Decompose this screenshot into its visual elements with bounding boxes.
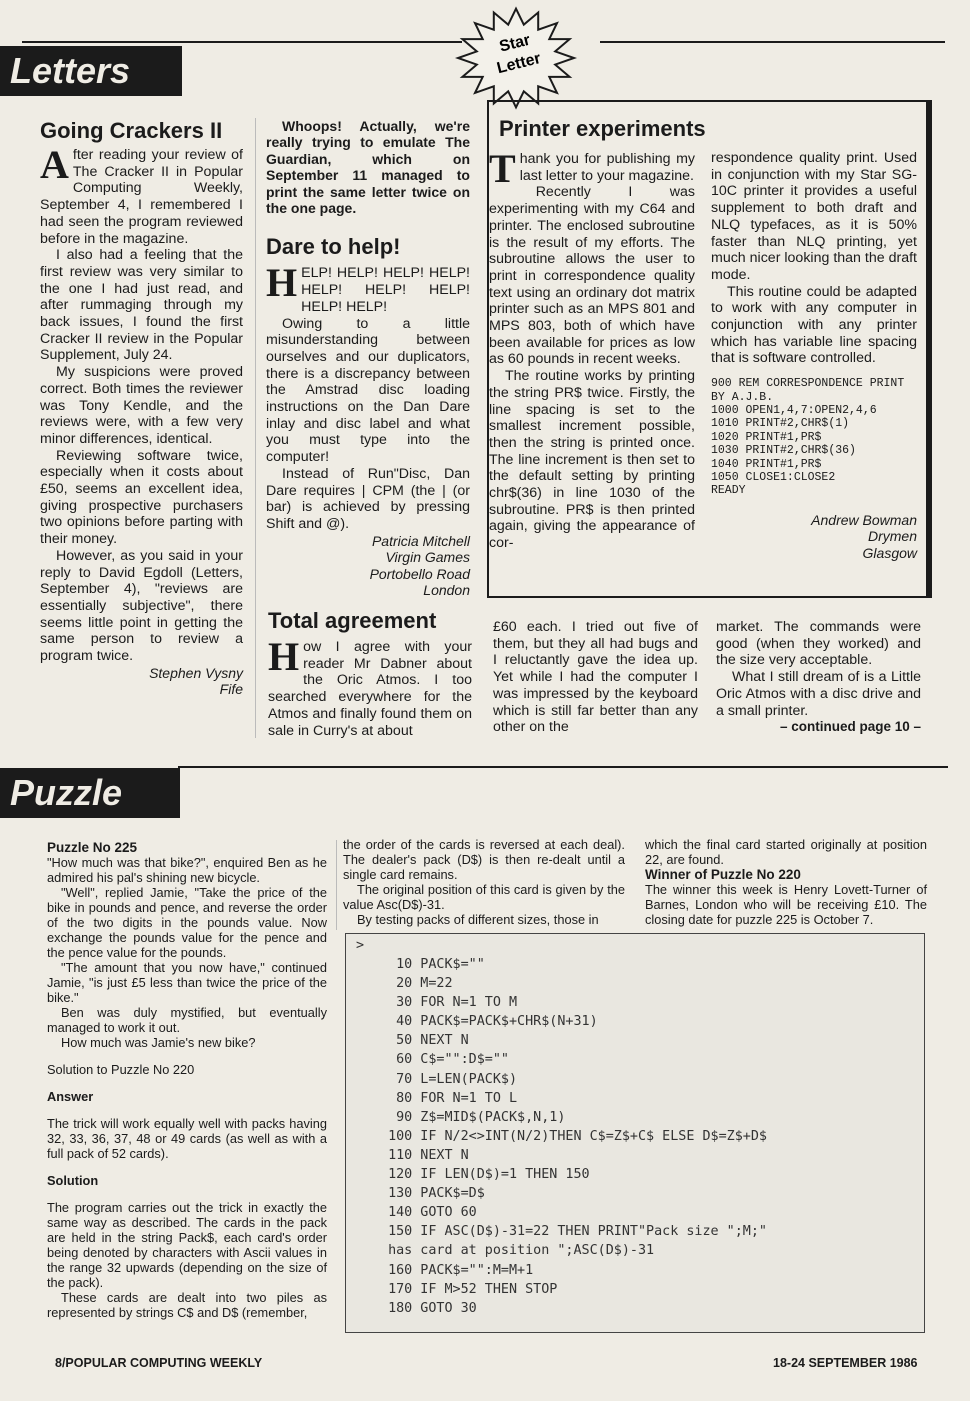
going-crackers-p3: My suspicions were proved correct. Both times the reviewer was Tony Kendle, and the reviews were, with a few very minor differences, identical. bbox=[40, 364, 243, 447]
letters-banner-title: Letters bbox=[10, 50, 131, 91]
listing-line: 60 C$="":D$="" bbox=[380, 1052, 509, 1068]
going-crackers-signature: Stephen Vysny Fife bbox=[149, 664, 243, 698]
listing-line: 40 PACK$=PACK$+CHR$(N+31) bbox=[380, 1014, 598, 1030]
puzzle-divider-1 bbox=[336, 840, 337, 930]
listing-line: 20 M=22 bbox=[380, 976, 453, 992]
listing-line: 70 L=LEN(PACK$) bbox=[380, 1071, 518, 1087]
dare-to-help-dropcap: H bbox=[266, 260, 298, 306]
printer-col2-p2: This routine could be adapted to work with any computer in conjunction with any printer which has variable line spacing that is software controlled. bbox=[711, 283, 917, 367]
puzzle-col1 bbox=[47, 840, 327, 1320]
total-agreement-title: Total agreement bbox=[268, 608, 437, 633]
listing-line: 50 NEXT N bbox=[380, 1033, 469, 1049]
puzzle-col3-p1: which the final card started originally at position 22, are found. bbox=[645, 837, 927, 867]
total-agreement-text-d: What I still dream of is a Little Oric Atmos with a disc drive and a small printer. bbox=[716, 669, 921, 719]
letters-divider-1 bbox=[255, 118, 256, 738]
total-agreement-text-a: ow I agree with your reader Mr Dabner about the Oric Atmos. I too searched everywhere for the Atmos and finally found them on sale in Curry's at about bbox=[268, 639, 472, 739]
solution-p2: These cards are dealt into two piles as represented by strings C$ and D$ (remember, bbox=[47, 1290, 327, 1320]
going-crackers-letter bbox=[40, 118, 243, 698]
going-crackers-title: Going Crackers II bbox=[40, 118, 223, 143]
basic-listing bbox=[345, 933, 925, 1333]
total-agreement-text-c: market. The commands were good (when they worked) and the size very acceptable. bbox=[716, 619, 921, 669]
dare-to-help-title: Dare to help! bbox=[266, 234, 401, 260]
going-crackers-p1: fter reading your review of The Cracker II in Popular Computing Weekly, September 4, I remembered I had seen the program reviewed before in the magazine. bbox=[40, 147, 243, 247]
dare-to-help-signature: Patricia Mitchell Virgin Games Portobello Road London bbox=[369, 532, 470, 598]
solution-subheading: Solution bbox=[47, 1173, 99, 1188]
printer-experiments-col2 bbox=[711, 150, 917, 561]
puzzle-p3: "The amount that you now have," continued Jamie, "is just £5 less than twice the price of the bike." bbox=[47, 960, 327, 1005]
winner-heading: Winner of Puzzle No 220 bbox=[645, 867, 801, 882]
top-rule-left bbox=[22, 41, 462, 43]
going-crackers-dropcap: A bbox=[40, 142, 69, 187]
continued-note: – continued page 10 – bbox=[779, 719, 921, 735]
listing-line: 160 PACK$="":M=M+1 bbox=[380, 1262, 534, 1278]
puzzle-col3 bbox=[645, 837, 927, 927]
star-badge-line1: Star bbox=[497, 31, 533, 56]
listing-line: has card at position ";ASC(D$)-31 bbox=[380, 1243, 655, 1259]
printer-col1-p2: Recently I was experimenting with my C64 and printer. The enclosed subroutine is the result of my efforts. The subroutine allows the user to print in correspondence quality text using an ordinary dot matrix printer such as an MPS 801 and MPS 803, both of which have been available for prices as low as 60 pounds in recent weeks. bbox=[489, 184, 695, 368]
listing-line: 170 IF M>52 THEN STOP bbox=[380, 1281, 558, 1297]
listing-line: 140 GOTO 60 bbox=[380, 1205, 477, 1221]
answer-heading: Answer bbox=[47, 1089, 94, 1104]
printer-experiments-signature: Andrew Bowman Drymen Glasgow bbox=[811, 511, 917, 561]
printer-col1-p1: hank you for publishing my last letter to your magazine. bbox=[519, 151, 695, 184]
total-agreement-col2 bbox=[493, 619, 698, 736]
going-crackers-p5: However, as you said in your reply to David Egdoll (Letters, September 4), "reviews are essentially subjective", there seems little point in getting the same person to review a program twice. bbox=[40, 547, 243, 665]
dare-to-help-opening: ELP! HELP! HELP! HELP! HELP! HELP! HELP! HELP! HELP! bbox=[301, 265, 470, 315]
puzzle-col2-p3: By testing packs of different sizes, those in bbox=[357, 912, 599, 927]
letters-banner bbox=[0, 46, 182, 96]
listing-line: 130 PACK$=D$ bbox=[380, 1186, 485, 1202]
listing-line: 10 PACK$="" bbox=[380, 957, 485, 972]
total-agreement-dropcap: H bbox=[268, 634, 300, 679]
editor-reply: Whoops! Actually, we're really trying to emulate The Guardian, which on September 11 managed to print the same letter twice on the one page. bbox=[266, 118, 470, 217]
puzzle-p5: How much was Jamie's new bike? bbox=[61, 1035, 256, 1050]
printer-col2-p1: respondence quality print. Used in conjunction with my Star SG-10C printer it provides a useful supplement to both draft and NLQ typefaces, as it is 50% faster than NLQ printing, yet much nicer looking than the draft mode. bbox=[711, 150, 917, 283]
puzzle-p4: Ben was duly mystified, but eventually managed to work it out. bbox=[47, 1005, 327, 1035]
printer-box-right-rule bbox=[926, 100, 932, 598]
puzzle-col2-p1: the order of the cards is reversed at each deal). The dealer's pack (D$) is then re-dealt until a single card remains. bbox=[343, 837, 625, 882]
printer-col1-p3: The routine works by printing the string PR$ twice. Firstly, the line spacing is set to the smallest increment possible, then the string is printed once. The line increment is then set to the default setting by printing chr$(36) in line 1030 of the subroutine. PR$ is then printed again, giving the appearance of cor- bbox=[489, 368, 695, 552]
star-badge-line2: Letter bbox=[495, 50, 543, 78]
total-agreement-col3 bbox=[716, 619, 921, 736]
puzzle-banner-title: Puzzle bbox=[10, 772, 123, 813]
printer-experiments-dropcap: T bbox=[489, 146, 516, 191]
listing-line: 90 Z$=MID$(PACK$,N,1) bbox=[380, 1109, 566, 1125]
puzzle-p1: "How much was that bike?", enquired Ben as he admired his pal's shining new bicycle. bbox=[47, 855, 327, 885]
listing-line: 110 NEXT N bbox=[380, 1147, 469, 1163]
listing-line: 120 IF LEN(D$)=1 THEN 150 bbox=[380, 1167, 590, 1183]
answer-text: The trick will work equally well with packs having 32, 33, 36, 37, 48 or 49 cards (as well as with a full pack of 52 cards). bbox=[47, 1116, 327, 1161]
puzzle-col2 bbox=[343, 837, 625, 927]
dare-to-help-p1: Owing to a little misunderstanding between ourselves and our duplicators, there is a discrepancy between the Amstrad disc loading instructions on the Dan Dare inlay and disc label and what you must type into the computer! bbox=[266, 315, 470, 466]
listing-line: 150 IF ASC(D$)-31=22 THEN PRINT"Pack size ";M;" bbox=[380, 1224, 767, 1240]
listing-line: 30 FOR N=1 TO M bbox=[380, 995, 518, 1011]
listing-line: 100 IF N/2<>INT(N/2)THEN C$=Z$+C$ ELSE D$=Z$+D$ bbox=[380, 1128, 767, 1144]
puzzle-p2: "Well", replied Jamie, "Take the price of the bike in pounds and pence, and reverse the order of the two digits in the pounds value. Now exchange the pounds value for the pence and the pence value for the pounds. bbox=[47, 885, 327, 960]
puzzle-top-rule bbox=[178, 766, 948, 768]
dare-to-help-p2: Instead of Run"Disc, Dan Dare requires | CPM (the | (or bar) is achieved by pressing Shift and @). bbox=[266, 465, 470, 532]
puzzle-col2-p2: The original position of this card is given by the value Asc(D$)-31. bbox=[343, 882, 625, 912]
total-agreement-col1 bbox=[268, 608, 472, 739]
going-crackers-p4: Reviewing software twice, especially when it costs about £50, seems an excellent idea, giving prospective purchasers two opinions before parting with their money. bbox=[40, 447, 243, 548]
top-rule-right bbox=[600, 41, 945, 43]
letters-middle-column bbox=[266, 118, 470, 598]
solution-p1: The program carries out the trick in exactly the same way as described. The cards in the pack are held in the string Pack$, each card's order being denoted by characters with Ascii values in the range 32 upwards (depending on the size of the pack). bbox=[47, 1200, 327, 1290]
listing-line: 80 FOR N=1 TO L bbox=[380, 1090, 518, 1106]
printer-experiments-col1 bbox=[489, 116, 706, 552]
footer-left: 8/POPULAR COMPUTING WEEKLY bbox=[55, 1356, 263, 1370]
puzzle-banner bbox=[0, 768, 180, 818]
printer-experiments-title: Printer experiments bbox=[499, 116, 706, 141]
listing-prompt: > bbox=[356, 938, 365, 953]
footer-right: 18-24 SEPTEMBER 1986 bbox=[773, 1356, 918, 1370]
printer-code-listing: 900 REM CORRESPONDENCE PRINT BY A.J.B. 1000 OPEN1,4,7:OPEN2,4,6 1010 PRINT#2,CHR$(1) 1020 PRINT#1,PR$ 1030 PRINT#2,CHR$(36) 1040 PRINT#1,PR$ 1050 CLOSE1:CLOSE2 READY bbox=[711, 377, 905, 498]
puzzle-number-title: Puzzle No 225 bbox=[47, 840, 138, 855]
going-crackers-p2: I also had a feeling that the first review was very similar to the one I had just read, and after rummaging through my back issues, I found the first Cracker II review in the Popular Supplement, July 24. bbox=[40, 247, 243, 364]
listing-line: 180 GOTO 30 bbox=[380, 1300, 477, 1316]
winner-text: The winner this week is Henry Lovett-Turner of Barnes, London who will be receiving £10. The closing date for puzzle 225 is October 7. bbox=[645, 882, 927, 927]
total-agreement-text-b: £60 each. I tried out five of them, but they all had bugs and I reluctantly gave the idea up. Yet while I had the computer I was impressed by the keyboard which is still far better than any other on the bbox=[493, 619, 698, 736]
solution-heading: Solution to Puzzle No 220 bbox=[47, 1062, 195, 1077]
